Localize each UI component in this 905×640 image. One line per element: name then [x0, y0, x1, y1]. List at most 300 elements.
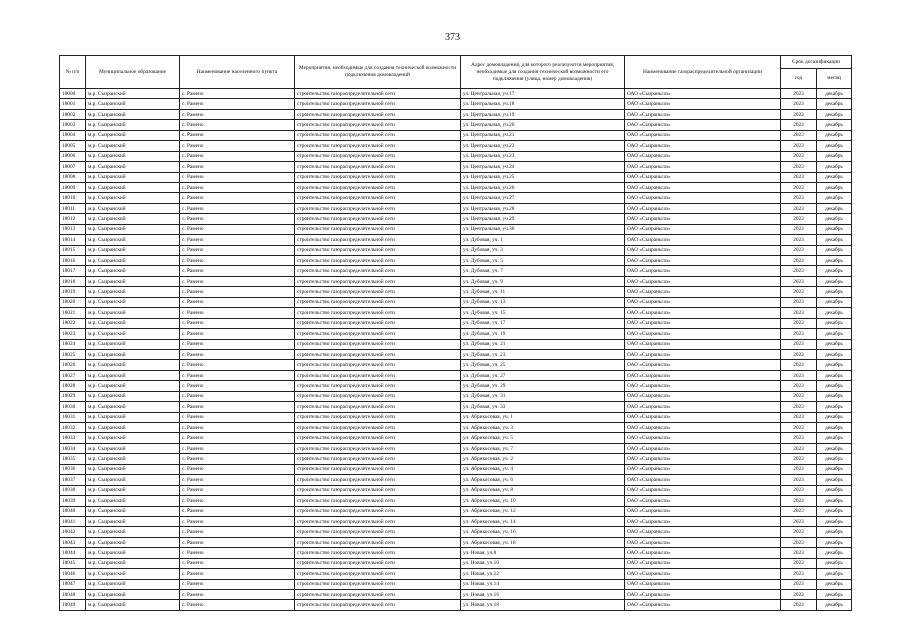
cell-settlement: с. Рамено	[180, 496, 295, 506]
cell-address: ул. Центральная, уч.27	[461, 193, 625, 203]
cell-municipality: м.р. Сызранский	[86, 370, 180, 380]
cell-measure: строительство газораспределительной сети	[295, 558, 461, 568]
cell-municipality: м.р. Сызранский	[86, 172, 180, 182]
cell-address: ул. Центральная, уч.20	[461, 120, 625, 130]
cell-year: 2023	[781, 329, 817, 339]
cell-month: декабрь	[817, 454, 852, 464]
cell-organization: ОАО «Сызраньгаз»	[625, 297, 781, 307]
cell-year: 2023	[781, 600, 817, 610]
table-row	[60, 151, 852, 161]
cell-number: 18031	[60, 412, 86, 422]
cell-settlement: с. Рамено	[180, 527, 295, 537]
cell-number: 18036	[60, 464, 86, 474]
cell-measure: строительство газораспределительной сети	[295, 329, 461, 339]
cell-settlement: с. Рамено	[180, 569, 295, 579]
cell-year: 2023	[781, 590, 817, 600]
cell-settlement: с. Рамено	[180, 89, 295, 99]
table-row	[60, 579, 852, 589]
cell-organization: ОАО «Сызраньгаз»	[625, 590, 781, 600]
cell-address: ул. Дубовая, уч. 25	[461, 360, 625, 370]
cell-month: декабрь	[817, 193, 852, 203]
header-month: месяц	[817, 69, 852, 89]
cell-organization: ОАО «Сызраньгаз»	[625, 360, 781, 370]
table-row	[60, 569, 852, 579]
cell-organization: ОАО «Сызраньгаз»	[625, 276, 781, 286]
cell-year: 2023	[781, 370, 817, 380]
cell-measure: строительство газораспределительной сети	[295, 527, 461, 537]
cell-number: 18012	[60, 214, 86, 224]
cell-number: 18035	[60, 454, 86, 464]
cell-month: декабрь	[817, 443, 852, 453]
cell-measure: строительство газораспределительной сети	[295, 130, 461, 140]
cell-year: 2023	[781, 433, 817, 443]
cell-organization: ОАО «Сызраньгаз»	[625, 256, 781, 266]
cell-measure: строительство газораспределительной сети	[295, 475, 461, 485]
cell-number: 18019	[60, 287, 86, 297]
cell-year: 2023	[781, 506, 817, 516]
cell-settlement: с. Рамено	[180, 349, 295, 359]
cell-address: ул. Дубовая, уч. 1	[461, 235, 625, 245]
header-municipality: Муниципальное образование	[86, 56, 180, 89]
cell-month: декабрь	[817, 256, 852, 266]
cell-municipality: м.р. Сызранский	[86, 276, 180, 286]
table-row	[60, 423, 852, 433]
cell-municipality: м.р. Сызранский	[86, 381, 180, 391]
cell-organization: ОАО «Сызраньгаз»	[625, 548, 781, 558]
cell-address: ул. Абрикосовая, уч. 3	[461, 423, 625, 433]
cell-municipality: м.р. Сызранский	[86, 182, 180, 192]
table-row	[60, 172, 852, 182]
cell-municipality: м.р. Сызранский	[86, 235, 180, 245]
cell-municipality: м.р. Сызранский	[86, 141, 180, 151]
cell-number: 18034	[60, 443, 86, 453]
cell-month: декабрь	[817, 172, 852, 182]
cell-measure: строительство газораспределительной сети	[295, 89, 461, 99]
cell-municipality: м.р. Сызранский	[86, 412, 180, 422]
cell-settlement: с. Рамено	[180, 537, 295, 547]
cell-number: 18009	[60, 182, 86, 192]
cell-number: 18041	[60, 516, 86, 526]
cell-settlement: с. Рамено	[180, 423, 295, 433]
cell-municipality: м.р. Сызранский	[86, 245, 180, 255]
cell-year: 2023	[781, 141, 817, 151]
cell-year: 2023	[781, 558, 817, 568]
cell-year: 2023	[781, 381, 817, 391]
header-address: Адрес домовладения, для которого реализуются мероприятия, необходимые для создания технической возможности его подключения (улица, номер домовладения)	[461, 56, 625, 89]
cell-measure: строительство газораспределительной сети	[295, 537, 461, 547]
cell-address: ул. Дубовая, уч. 19	[461, 329, 625, 339]
cell-year: 2023	[781, 569, 817, 579]
cell-month: декабрь	[817, 527, 852, 537]
cell-settlement: с. Рамено	[180, 381, 295, 391]
table-row	[60, 485, 852, 495]
cell-number: 18005	[60, 141, 86, 151]
cell-settlement: с. Рамено	[180, 130, 295, 140]
cell-settlement: с. Рамено	[180, 412, 295, 422]
header-organization: Наименование газораспределительной организации	[625, 56, 781, 89]
cell-measure: строительство газораспределительной сети	[295, 454, 461, 464]
cell-year: 2023	[781, 287, 817, 297]
cell-municipality: м.р. Сызранский	[86, 464, 180, 474]
cell-organization: ОАО «Сызраньгаз»	[625, 496, 781, 506]
cell-month: декабрь	[817, 464, 852, 474]
cell-measure: строительство газораспределительной сети	[295, 141, 461, 151]
cell-measure: строительство газораспределительной сети	[295, 569, 461, 579]
cell-municipality: м.р. Сызранский	[86, 443, 180, 453]
cell-municipality: м.р. Сызранский	[86, 569, 180, 579]
cell-month: декабрь	[817, 287, 852, 297]
cell-organization: ОАО «Сызраньгаз»	[625, 506, 781, 516]
cell-settlement: с. Рамено	[180, 99, 295, 109]
cell-settlement: с. Рамено	[180, 308, 295, 318]
cell-year: 2023	[781, 516, 817, 526]
table-row	[60, 590, 852, 600]
cell-year: 2023	[781, 162, 817, 172]
cell-measure: строительство газораспределительной сети	[295, 224, 461, 234]
cell-number: 18026	[60, 360, 86, 370]
table-row	[60, 537, 852, 547]
cell-year: 2023	[781, 579, 817, 589]
cell-organization: ОАО «Сызраньгаз»	[625, 182, 781, 192]
cell-settlement: с. Рамено	[180, 172, 295, 182]
header-year: год	[781, 69, 817, 89]
cell-month: декабрь	[817, 402, 852, 412]
cell-organization: ОАО «Сызраньгаз»	[625, 402, 781, 412]
table-row	[60, 297, 852, 307]
cell-municipality: м.р. Сызранский	[86, 579, 180, 589]
cell-year: 2023	[781, 245, 817, 255]
table-body	[60, 89, 852, 611]
cell-month: декабрь	[817, 276, 852, 286]
cell-organization: ОАО «Сызраньгаз»	[625, 151, 781, 161]
cell-organization: ОАО «Сызраньгаз»	[625, 412, 781, 422]
cell-address: ул. Абрикосовая, уч. 6	[461, 475, 625, 485]
cell-address: ул. Дубовая, уч. 29	[461, 381, 625, 391]
cell-address: ул. Центральная, уч.19	[461, 109, 625, 119]
cell-settlement: с. Рамено	[180, 506, 295, 516]
cell-number: 18037	[60, 475, 86, 485]
table-row	[60, 141, 852, 151]
cell-year: 2023	[781, 423, 817, 433]
cell-month: декабрь	[817, 297, 852, 307]
cell-number: 18018	[60, 276, 86, 286]
cell-settlement: с. Рамено	[180, 402, 295, 412]
cell-organization: ОАО «Сызраньгаз»	[625, 245, 781, 255]
cell-address: ул. Абрикосовая, уч. 10	[461, 496, 625, 506]
cell-address: ул. Дубовая, уч. 31	[461, 391, 625, 401]
cell-month: декабрь	[817, 412, 852, 422]
cell-organization: ОАО «Сызраньгаз»	[625, 287, 781, 297]
cell-number: 18007	[60, 162, 86, 172]
table-row	[60, 120, 852, 130]
table-row	[60, 443, 852, 453]
cell-measure: строительство газораспределительной сети	[295, 266, 461, 276]
cell-month: декабрь	[817, 506, 852, 516]
cell-measure: строительство газораспределительной сети	[295, 600, 461, 610]
cell-month: декабрь	[817, 318, 852, 328]
cell-address: ул. Абрикосовая, уч. 4	[461, 464, 625, 474]
cell-number: 18008	[60, 172, 86, 182]
cell-month: декабрь	[817, 203, 852, 213]
cell-municipality: м.р. Сызранский	[86, 130, 180, 140]
cell-measure: строительство газораспределительной сети	[295, 423, 461, 433]
cell-measure: строительство газораспределительной сети	[295, 235, 461, 245]
cell-organization: ОАО «Сызраньгаз»	[625, 600, 781, 610]
cell-number: 18039	[60, 496, 86, 506]
cell-settlement: с. Рамено	[180, 162, 295, 172]
cell-month: декабрь	[817, 141, 852, 151]
cell-municipality: м.р. Сызранский	[86, 329, 180, 339]
cell-measure: строительство газораспределительной сети	[295, 548, 461, 558]
cell-measure: строительство газораспределительной сети	[295, 99, 461, 109]
cell-address: ул. Абрикосовая, уч. 7	[461, 443, 625, 453]
cell-measure: строительство газораспределительной сети	[295, 151, 461, 161]
cell-measure: строительство газораспределительной сети	[295, 496, 461, 506]
cell-month: декабрь	[817, 600, 852, 610]
header-deadline: Срок догазификации	[781, 56, 852, 69]
table-row	[60, 224, 852, 234]
cell-number: 18046	[60, 569, 86, 579]
cell-number: 18001	[60, 99, 86, 109]
cell-year: 2023	[781, 89, 817, 99]
cell-year: 2023	[781, 339, 817, 349]
cell-measure: строительство газораспределительной сети	[295, 287, 461, 297]
cell-month: декабрь	[817, 214, 852, 224]
cell-number: 18021	[60, 308, 86, 318]
cell-address: ул. Абрикосовая, уч. 14	[461, 516, 625, 526]
cell-municipality: м.р. Сызранский	[86, 516, 180, 526]
cell-measure: строительство газораспределительной сети	[295, 349, 461, 359]
table-row	[60, 318, 852, 328]
cell-municipality: м.р. Сызранский	[86, 558, 180, 568]
cell-municipality: м.р. Сызранский	[86, 496, 180, 506]
cell-settlement: с. Рамено	[180, 391, 295, 401]
page-number: 373	[445, 32, 460, 43]
cell-settlement: с. Рамено	[180, 339, 295, 349]
cell-month: декабрь	[817, 99, 852, 109]
cell-measure: строительство газораспределительной сети	[295, 370, 461, 380]
table-row	[60, 360, 852, 370]
cell-settlement: с. Рамено	[180, 287, 295, 297]
table-row	[60, 516, 852, 526]
cell-organization: ОАО «Сызраньгаз»	[625, 454, 781, 464]
cell-address: ул. Новая, уч.14	[461, 579, 625, 589]
cell-month: декабрь	[817, 590, 852, 600]
cell-address: ул. Новая, уч.8	[461, 548, 625, 558]
cell-year: 2023	[781, 485, 817, 495]
cell-year: 2023	[781, 297, 817, 307]
cell-number: 18048	[60, 590, 86, 600]
cell-number: 18017	[60, 266, 86, 276]
cell-settlement: с. Рамено	[180, 485, 295, 495]
cell-municipality: м.р. Сызранский	[86, 224, 180, 234]
cell-municipality: м.р. Сызранский	[86, 109, 180, 119]
cell-year: 2023	[781, 256, 817, 266]
cell-month: декабрь	[817, 370, 852, 380]
cell-year: 2023	[781, 464, 817, 474]
cell-municipality: м.р. Сызранский	[86, 214, 180, 224]
cell-measure: строительство газораспределительной сети	[295, 381, 461, 391]
cell-municipality: м.р. Сызранский	[86, 391, 180, 401]
cell-month: декабрь	[817, 569, 852, 579]
table-row	[60, 412, 852, 422]
table-row	[60, 370, 852, 380]
cell-year: 2023	[781, 203, 817, 213]
cell-year: 2023	[781, 318, 817, 328]
cell-municipality: м.р. Сызранский	[86, 360, 180, 370]
cell-municipality: м.р. Сызранский	[86, 537, 180, 547]
cell-settlement: с. Рамено	[180, 475, 295, 485]
cell-month: декабрь	[817, 558, 852, 568]
cell-year: 2023	[781, 496, 817, 506]
cell-measure: строительство газораспределительной сети	[295, 120, 461, 130]
table-row	[60, 558, 852, 568]
cell-measure: строительство газораспределительной сети	[295, 109, 461, 119]
table-row	[60, 433, 852, 443]
cell-organization: ОАО «Сызраньгаз»	[625, 339, 781, 349]
cell-number: 18023	[60, 329, 86, 339]
table-row	[60, 308, 852, 318]
table-row	[60, 381, 852, 391]
cell-measure: строительство газораспределительной сети	[295, 203, 461, 213]
cell-organization: ОАО «Сызраньгаз»	[625, 443, 781, 453]
cell-month: декабрь	[817, 537, 852, 547]
cell-year: 2023	[781, 391, 817, 401]
cell-settlement: с. Рамено	[180, 120, 295, 130]
cell-number: 18040	[60, 506, 86, 516]
cell-address: ул. Дубовая, уч. 21	[461, 339, 625, 349]
cell-organization: ОАО «Сызраньгаз»	[625, 89, 781, 99]
cell-measure: строительство газораспределительной сети	[295, 443, 461, 453]
cell-month: декабрь	[817, 579, 852, 589]
cell-year: 2023	[781, 235, 817, 245]
cell-address: ул. Дубовая, уч. 17	[461, 318, 625, 328]
cell-municipality: м.р. Сызранский	[86, 318, 180, 328]
cell-address: ул. Дубовая, уч. 23	[461, 349, 625, 359]
cell-settlement: с. Рамено	[180, 266, 295, 276]
cell-municipality: м.р. Сызранский	[86, 485, 180, 495]
table-row	[60, 235, 852, 245]
cell-year: 2023	[781, 548, 817, 558]
cell-organization: ОАО «Сызраньгаз»	[625, 370, 781, 380]
cell-municipality: м.р. Сызранский	[86, 297, 180, 307]
table-row	[60, 548, 852, 558]
cell-organization: ОАО «Сызраньгаз»	[625, 193, 781, 203]
cell-settlement: с. Рамено	[180, 329, 295, 339]
cell-municipality: м.р. Сызранский	[86, 475, 180, 485]
cell-organization: ОАО «Сызраньгаз»	[625, 162, 781, 172]
cell-organization: ОАО «Сызраньгаз»	[625, 224, 781, 234]
cell-municipality: м.р. Сызранский	[86, 89, 180, 99]
cell-year: 2023	[781, 214, 817, 224]
cell-municipality: м.р. Сызранский	[86, 287, 180, 297]
cell-number: 18049	[60, 600, 86, 610]
cell-year: 2023	[781, 151, 817, 161]
cell-year: 2023	[781, 182, 817, 192]
cell-address: ул. Центральная, уч.28	[461, 203, 625, 213]
cell-address: ул. Дубовая, уч. 15	[461, 308, 625, 318]
cell-address: ул. Центральная, уч.25	[461, 172, 625, 182]
cell-number: 18043	[60, 537, 86, 547]
cell-month: декабрь	[817, 130, 852, 140]
cell-number: 18022	[60, 318, 86, 328]
cell-organization: ОАО «Сызраньгаз»	[625, 475, 781, 485]
cell-number: 18020	[60, 297, 86, 307]
cell-organization: ОАО «Сызраньгаз»	[625, 172, 781, 182]
cell-month: декабрь	[817, 339, 852, 349]
cell-address: ул. Новая, уч.10	[461, 558, 625, 568]
table-row	[60, 109, 852, 119]
cell-municipality: м.р. Сызранский	[86, 506, 180, 516]
cell-month: декабрь	[817, 182, 852, 192]
cell-number: 18038	[60, 485, 86, 495]
cell-organization: ОАО «Сызраньгаз»	[625, 203, 781, 213]
cell-year: 2023	[781, 99, 817, 109]
cell-address: ул. Дубовая, уч. 13	[461, 297, 625, 307]
cell-settlement: с. Рамено	[180, 318, 295, 328]
cell-address: ул. Центральная, уч.30	[461, 224, 625, 234]
cell-month: декабрь	[817, 224, 852, 234]
cell-year: 2023	[781, 537, 817, 547]
cell-number: 18006	[60, 151, 86, 161]
cell-address: ул. Дубовая, уч. 27	[461, 370, 625, 380]
cell-year: 2023	[781, 109, 817, 119]
cell-settlement: с. Рамено	[180, 182, 295, 192]
gasification-table	[59, 55, 852, 611]
cell-measure: строительство газораспределительной сети	[295, 485, 461, 495]
cell-settlement: с. Рамено	[180, 141, 295, 151]
cell-address: ул. Центральная, уч.21	[461, 130, 625, 140]
cell-measure: строительство газораспределительной сети	[295, 182, 461, 192]
cell-number: 18027	[60, 370, 86, 380]
cell-measure: строительство газораспределительной сети	[295, 516, 461, 526]
cell-organization: ОАО «Сызраньгаз»	[625, 318, 781, 328]
cell-address: ул. Абрикосовая, уч. 16	[461, 527, 625, 537]
cell-settlement: с. Рамено	[180, 109, 295, 119]
cell-organization: ОАО «Сызраньгаз»	[625, 579, 781, 589]
header-num: № п/п	[60, 56, 86, 89]
cell-settlement: с. Рамено	[180, 297, 295, 307]
cell-municipality: м.р. Сызранский	[86, 433, 180, 443]
cell-organization: ОАО «Сызраньгаз»	[625, 423, 781, 433]
cell-number: 18015	[60, 245, 86, 255]
cell-year: 2023	[781, 172, 817, 182]
cell-municipality: м.р. Сызранский	[86, 527, 180, 537]
cell-municipality: м.р. Сызранский	[86, 120, 180, 130]
cell-settlement: с. Рамено	[180, 224, 295, 234]
cell-organization: ОАО «Сызраньгаз»	[625, 381, 781, 391]
cell-address: ул. Новая, уч.18	[461, 600, 625, 610]
cell-address: ул. Новая, уч.12	[461, 569, 625, 579]
cell-month: декабрь	[817, 89, 852, 99]
cell-month: декабрь	[817, 308, 852, 318]
cell-organization: ОАО «Сызраньгаз»	[625, 349, 781, 359]
cell-measure: строительство газораспределительной сети	[295, 245, 461, 255]
cell-municipality: м.р. Сызранский	[86, 162, 180, 172]
table-row	[60, 276, 852, 286]
cell-number: 18011	[60, 203, 86, 213]
header-settlement: Наименование населенного пункта	[180, 56, 295, 89]
cell-address: ул. Дубовая, уч. 9	[461, 276, 625, 286]
cell-address: ул. Абрикосовая, уч. 8	[461, 485, 625, 495]
cell-organization: ОАО «Сызраньгаз»	[625, 141, 781, 151]
cell-settlement: с. Рамено	[180, 360, 295, 370]
cell-month: декабрь	[817, 433, 852, 443]
cell-number: 18024	[60, 339, 86, 349]
cell-organization: ОАО «Сызраньгаз»	[625, 485, 781, 495]
cell-municipality: м.р. Сызранский	[86, 256, 180, 266]
cell-month: декабрь	[817, 381, 852, 391]
